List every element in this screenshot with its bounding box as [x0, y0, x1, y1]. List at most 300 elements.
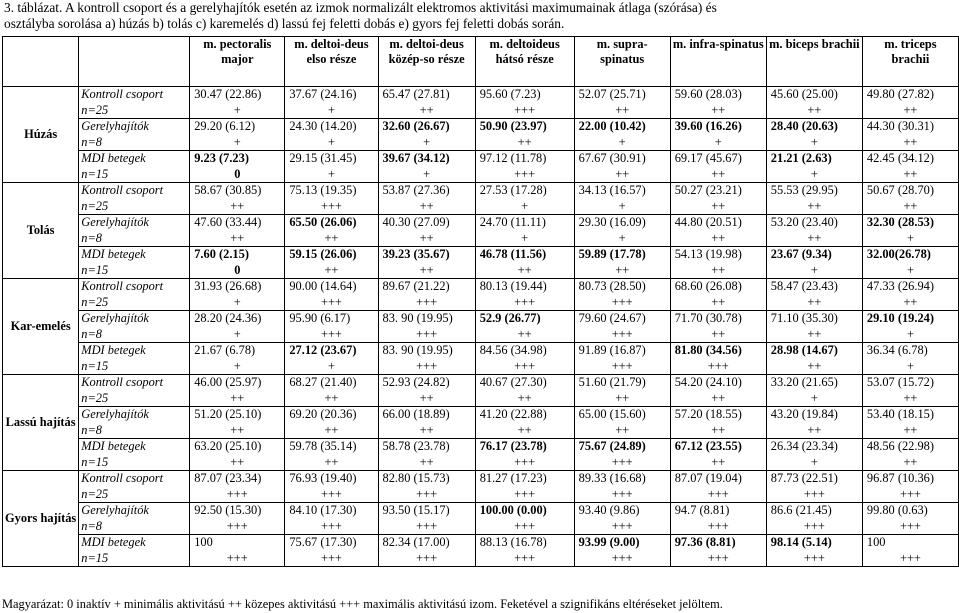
activity-class-cell: +++ [190, 519, 285, 535]
table-row [3, 135, 959, 151]
table-row [3, 439, 959, 455]
activity-class-cell: +++ [862, 551, 958, 567]
movement-label: Húzás [3, 87, 79, 183]
activity-class-cell: ++ [378, 199, 475, 215]
value-cell: 100.00 (0.00) [475, 503, 574, 519]
group-label: MDI betegek [79, 439, 190, 455]
activity-class-cell: +++ [475, 103, 574, 119]
value-cell: 40.30 (27.09) [378, 215, 475, 231]
activity-class-cell: +++ [670, 519, 766, 535]
value-cell: 50.27 (23.21) [670, 183, 766, 199]
value-cell: 27.12 (23.67) [285, 343, 378, 359]
activity-class-cell: ++ [190, 423, 285, 439]
value-cell: 58.67 (30.85) [190, 183, 285, 199]
activity-class-cell: +++ [574, 295, 670, 311]
value-cell: 76.93 (19.40) [285, 471, 378, 487]
value-cell: 37.67 (24.16) [285, 87, 378, 103]
group-label: Kontroll csoport [79, 471, 190, 487]
value-cell: 32.30 (28.53) [862, 215, 958, 231]
value-cell: 46.78 (11.56) [475, 247, 574, 263]
value-cell: 65.50 (26.06) [285, 215, 378, 231]
activity-class-cell: ++ [766, 199, 862, 215]
activity-class-cell: +++ [574, 327, 670, 343]
caption-line-1: 3. táblázat. A kontroll csoport és a gerelyhajítók esetén az izmok normalizált elektromos aktivitási maximumainak átlaga (szórása) és [4, 0, 717, 15]
table-row [3, 455, 959, 471]
table-row [3, 391, 959, 407]
header-infraspinatus: m. infra-spinatus [670, 37, 766, 87]
value-cell: 83. 90 (19.95) [378, 311, 475, 327]
activity-class-cell: + [190, 295, 285, 311]
value-cell: 75.13 (19.35) [285, 183, 378, 199]
activity-class-cell: ++ [475, 391, 574, 407]
table-row [3, 535, 959, 551]
value-cell: 71.10 (35.30) [766, 311, 862, 327]
activity-class-cell: ++ [862, 167, 958, 183]
value-cell: 97.36 (8.81) [670, 535, 766, 551]
activity-class-cell: +++ [475, 167, 574, 183]
activity-class-cell: +++ [285, 551, 378, 567]
activity-class-cell: ++ [670, 455, 766, 471]
header-row [3, 37, 959, 87]
activity-class-cell: +++ [574, 487, 670, 503]
group-n-label: n=15 [79, 263, 190, 279]
value-cell: 53.40 (18.15) [862, 407, 958, 423]
table-row [3, 359, 959, 375]
group-n-label: n=15 [79, 167, 190, 183]
group-n-label: n=25 [79, 199, 190, 215]
group-label: Kontroll csoport [79, 87, 190, 103]
group-label: MDI betegek [79, 535, 190, 551]
value-cell: 9.23 (7.23) [190, 151, 285, 167]
value-cell: 48.56 (22.98) [862, 439, 958, 455]
table-row [3, 215, 959, 231]
activity-class-cell: ++ [670, 199, 766, 215]
activity-class-cell: +++ [670, 551, 766, 567]
value-cell: 53.20 (23.40) [766, 215, 862, 231]
value-cell: 39.67 (34.12) [378, 151, 475, 167]
movement-label: Kar-emelés [3, 279, 79, 375]
activity-class-cell: ++ [285, 423, 378, 439]
table-row [3, 487, 959, 503]
table-row [3, 327, 959, 343]
activity-class-cell: ++ [285, 231, 378, 247]
value-cell: 93.50 (15.17) [378, 503, 475, 519]
value-cell: 93.40 (9.86) [574, 503, 670, 519]
activity-class-cell: ++ [670, 295, 766, 311]
value-cell: 39.60 (16.26) [670, 119, 766, 135]
group-n-label: n=15 [79, 359, 190, 375]
value-cell: 46.00 (25.97) [190, 375, 285, 391]
activity-class-cell: ++ [766, 103, 862, 119]
group-n-label: n=8 [79, 135, 190, 151]
activity-class-cell: ++ [862, 423, 958, 439]
caption-line-2: osztályba sorolása a) húzás b) tolás c) karemelés d) lassú fej feletti dobás e) gyors fej feletti dobás során. [4, 16, 565, 31]
value-cell: 68.60 (26.08) [670, 279, 766, 295]
value-cell: 27.53 (17.28) [475, 183, 574, 199]
value-cell: 80.13 (19.44) [475, 279, 574, 295]
activity-class-cell: +++ [766, 551, 862, 567]
activity-class-cell: ++ [574, 391, 670, 407]
activity-class-cell: +++ [285, 295, 378, 311]
activity-class-cell: ++ [378, 391, 475, 407]
value-cell: 97.12 (11.78) [475, 151, 574, 167]
value-cell: 31.93 (26.68) [190, 279, 285, 295]
value-cell: 83. 90 (19.95) [378, 343, 475, 359]
activity-class-cell: ++ [574, 103, 670, 119]
value-cell: 59.15 (26.06) [285, 247, 378, 263]
value-cell: 28.40 (20.63) [766, 119, 862, 135]
activity-class-cell: 0 [190, 167, 285, 183]
activity-class-cell: ++ [862, 103, 958, 119]
group-n-label: n=25 [79, 103, 190, 119]
value-cell: 82.80 (15.73) [378, 471, 475, 487]
activity-class-cell: ++ [670, 391, 766, 407]
activity-class-cell: + [285, 359, 378, 375]
header-deltoideus-elso: m. deltoi-deus elso része [285, 37, 378, 87]
activity-class-cell: +++ [378, 519, 475, 535]
activity-class-cell: + [378, 135, 475, 151]
activity-class-cell: +++ [574, 551, 670, 567]
activity-class-cell: +++ [862, 487, 958, 503]
value-cell: 44.80 (20.51) [670, 215, 766, 231]
header-blank-2 [79, 37, 190, 87]
value-cell: 29.30 (16.09) [574, 215, 670, 231]
activity-class-cell: ++ [862, 455, 958, 471]
activity-class-cell: +++ [378, 359, 475, 375]
table-row [3, 519, 959, 535]
activity-class-cell: ++ [670, 327, 766, 343]
value-cell: 51.60 (21.79) [574, 375, 670, 391]
value-cell: 47.33 (26.94) [862, 279, 958, 295]
table-row [3, 231, 959, 247]
activity-class-cell: + [190, 135, 285, 151]
activity-class-cell: + [766, 391, 862, 407]
group-label: Kontroll csoport [79, 375, 190, 391]
value-cell: 75.67 (24.89) [574, 439, 670, 455]
value-cell: 95.60 (7.23) [475, 87, 574, 103]
group-n-label: n=8 [79, 519, 190, 535]
activity-class-cell: +++ [190, 551, 285, 567]
value-cell: 94.7 (8.81) [670, 503, 766, 519]
activity-class-cell: ++ [378, 455, 475, 471]
activity-class-cell: ++ [190, 231, 285, 247]
activity-class-cell: + [862, 327, 958, 343]
header-blank-1 [3, 37, 79, 87]
value-cell: 41.20 (22.88) [475, 407, 574, 423]
value-cell: 87.07 (19.04) [670, 471, 766, 487]
activity-class-cell: +++ [475, 551, 574, 567]
value-cell: 57.20 (18.55) [670, 407, 766, 423]
value-cell: 44.30 (30.31) [862, 119, 958, 135]
activity-class-cell: +++ [766, 487, 862, 503]
value-cell: 100 [862, 535, 958, 551]
value-cell: 53.87 (27.36) [378, 183, 475, 199]
activity-class-cell: ++ [190, 391, 285, 407]
value-cell: 7.60 (2.15) [190, 247, 285, 263]
activity-class-cell: ++ [766, 359, 862, 375]
value-cell: 52.93 (24.82) [378, 375, 475, 391]
activity-class-cell: +++ [670, 359, 766, 375]
activity-class-cell: + [475, 231, 574, 247]
value-cell: 81.27 (17.23) [475, 471, 574, 487]
activity-class-cell: ++ [574, 423, 670, 439]
activity-class-cell: ++ [475, 135, 574, 151]
value-cell: 90.00 (14.64) [285, 279, 378, 295]
activity-class-cell: + [285, 103, 378, 119]
value-cell: 47.60 (33.44) [190, 215, 285, 231]
header-deltoideus-hatso: m. deltoideus hátsó része [475, 37, 574, 87]
header-triceps: m. triceps brachii [862, 37, 958, 87]
activity-class-cell: ++ [862, 391, 958, 407]
activity-class-cell: ++ [378, 103, 475, 119]
value-cell: 21.67 (6.78) [190, 343, 285, 359]
value-cell: 65.00 (15.60) [574, 407, 670, 423]
movement-label: Lassú hajítás [3, 375, 79, 471]
activity-class-cell: +++ [378, 487, 475, 503]
value-cell: 89.67 (21.22) [378, 279, 475, 295]
activity-class-cell: ++ [475, 263, 574, 279]
group-n-label: n=8 [79, 423, 190, 439]
movement-label: Gyors hajítás [3, 471, 79, 567]
activity-class-cell: ++ [378, 423, 475, 439]
value-cell: 29.15 (31.45) [285, 151, 378, 167]
activity-class-cell: +++ [766, 519, 862, 535]
value-cell: 29.20 (6.12) [190, 119, 285, 135]
value-cell: 24.70 (11.11) [475, 215, 574, 231]
activity-class-cell: + [285, 135, 378, 151]
table-row [3, 407, 959, 423]
value-cell: 59.60 (28.03) [670, 87, 766, 103]
value-cell: 51.20 (25.10) [190, 407, 285, 423]
activity-class-cell: +++ [475, 295, 574, 311]
group-label: Kontroll csoport [79, 279, 190, 295]
activity-class-cell: ++ [378, 231, 475, 247]
activity-class-cell: ++ [475, 423, 574, 439]
group-label: MDI betegek [79, 343, 190, 359]
value-cell: 22.00 (10.42) [574, 119, 670, 135]
activity-class-cell: + [574, 231, 670, 247]
activity-class-cell: +++ [190, 487, 285, 503]
value-cell: 84.10 (17.30) [285, 503, 378, 519]
table-row [3, 151, 959, 167]
value-cell: 82.34 (17.00) [378, 535, 475, 551]
activity-class-cell: ++ [766, 295, 862, 311]
value-cell: 66.00 (18.89) [378, 407, 475, 423]
table-row [3, 551, 959, 567]
value-cell: 58.47 (23.43) [766, 279, 862, 295]
activity-class-cell: + [190, 327, 285, 343]
activity-class-cell: ++ [670, 263, 766, 279]
table-row [3, 183, 959, 199]
header-supraspinatus: m. supra-spinatus [574, 37, 670, 87]
value-cell: 21.21 (2.63) [766, 151, 862, 167]
group-label: Gerelyhajítók [79, 311, 190, 327]
value-cell: 36.34 (6.78) [862, 343, 958, 359]
table-row [3, 503, 959, 519]
table-row [3, 279, 959, 295]
activity-class-cell: + [862, 263, 958, 279]
table-row [3, 471, 959, 487]
activity-class-cell: +++ [475, 455, 574, 471]
activity-class-cell: ++ [190, 455, 285, 471]
activity-class-cell: ++ [766, 327, 862, 343]
value-cell: 29.10 (19.24) [862, 311, 958, 327]
group-n-label: n=25 [79, 487, 190, 503]
table-row [3, 263, 959, 279]
value-cell: 100 [190, 535, 285, 551]
group-label: MDI betegek [79, 247, 190, 263]
value-cell: 39.23 (35.67) [378, 247, 475, 263]
activity-class-cell: ++ [378, 263, 475, 279]
table-body [3, 87, 959, 567]
value-cell: 88.13 (16.78) [475, 535, 574, 551]
activity-class-cell: ++ [574, 167, 670, 183]
activity-class-cell: + [862, 359, 958, 375]
group-label: Gerelyhajítók [79, 407, 190, 423]
value-cell: 32.60 (26.67) [378, 119, 475, 135]
value-cell: 95.90 (6.17) [285, 311, 378, 327]
activity-class-cell: + [190, 359, 285, 375]
value-cell: 96.87 (10.36) [862, 471, 958, 487]
activity-class-cell: +++ [475, 487, 574, 503]
table-row [3, 119, 959, 135]
value-cell: 67.67 (30.91) [574, 151, 670, 167]
activity-class-cell: +++ [285, 519, 378, 535]
header-deltoideus-kozep: m. deltoi-deus közép-so része [378, 37, 475, 87]
activity-class-cell: + [766, 263, 862, 279]
value-cell: 86.6 (21.45) [766, 503, 862, 519]
activity-class-cell: + [766, 455, 862, 471]
activity-class-cell: +++ [285, 327, 378, 343]
activity-class-cell: +++ [475, 519, 574, 535]
group-n-label: n=8 [79, 327, 190, 343]
value-cell: 52.9 (26.77) [475, 311, 574, 327]
value-cell: 40.67 (27.30) [475, 375, 574, 391]
value-cell: 26.34 (23.34) [766, 439, 862, 455]
activity-class-cell: +++ [574, 455, 670, 471]
value-cell: 87.07 (23.34) [190, 471, 285, 487]
value-cell: 63.20 (25.10) [190, 439, 285, 455]
activity-class-cell: +++ [574, 359, 670, 375]
activity-class-cell: ++ [285, 263, 378, 279]
value-cell: 45.60 (25.00) [766, 87, 862, 103]
value-cell: 65.47 (27.81) [378, 87, 475, 103]
table-row [3, 375, 959, 391]
value-cell: 52.07 (25.71) [574, 87, 670, 103]
value-cell: 87.73 (22.51) [766, 471, 862, 487]
value-cell: 34.13 (16.57) [574, 183, 670, 199]
value-cell: 91.89 (16.87) [574, 343, 670, 359]
activity-class-cell: ++ [766, 231, 862, 247]
value-cell: 79.60 (24.67) [574, 311, 670, 327]
value-cell: 43.20 (19.84) [766, 407, 862, 423]
table-row [3, 167, 959, 183]
activity-class-cell: 0 [190, 263, 285, 279]
activity-class-cell: + [190, 103, 285, 119]
value-cell: 99.80 (0.63) [862, 503, 958, 519]
value-cell: 23.67 (9.34) [766, 247, 862, 263]
table-row [3, 247, 959, 263]
activity-class-cell: + [574, 199, 670, 215]
activity-class-cell: ++ [670, 167, 766, 183]
activity-class-cell: ++ [475, 327, 574, 343]
table-caption [4, 0, 954, 32]
value-cell: 59.78 (35.14) [285, 439, 378, 455]
activity-class-cell: ++ [670, 231, 766, 247]
table-row [3, 295, 959, 311]
value-cell: 24.30 (14.20) [285, 119, 378, 135]
emg-table [2, 36, 959, 567]
group-label: Gerelyhajítók [79, 215, 190, 231]
value-cell: 53.07 (15.72) [862, 375, 958, 391]
table-row [3, 87, 959, 103]
activity-class-cell: ++ [670, 103, 766, 119]
value-cell: 54.13 (19.98) [670, 247, 766, 263]
movement-label: Tolás [3, 183, 79, 279]
value-cell: 28.98 (14.67) [766, 343, 862, 359]
activity-class-cell: +++ [285, 487, 378, 503]
header-biceps: m. biceps brachii [766, 37, 862, 87]
group-n-label: n=25 [79, 391, 190, 407]
activity-class-cell: +++ [378, 295, 475, 311]
activity-class-cell: +++ [378, 327, 475, 343]
activity-class-cell: + [670, 135, 766, 151]
activity-class-cell: ++ [862, 199, 958, 215]
value-cell: 50.67 (28.70) [862, 183, 958, 199]
value-cell: 71.70 (30.78) [670, 311, 766, 327]
value-cell: 80.73 (28.50) [574, 279, 670, 295]
activity-class-cell: +++ [475, 359, 574, 375]
activity-class-cell: ++ [574, 263, 670, 279]
activity-class-cell: + [862, 231, 958, 247]
activity-class-cell: +++ [574, 519, 670, 535]
table-row [3, 311, 959, 327]
legend-footer: Magyarázat: 0 inaktív + minimális aktivitású ++ közepes aktivitású +++ maximális aktivitású izom. Feketével a szignifikáns eltéréseket jelöltem. [2, 597, 723, 611]
activity-class-cell: +++ [378, 551, 475, 567]
value-cell: 89.33 (16.68) [574, 471, 670, 487]
value-cell: 84.56 (34.98) [475, 343, 574, 359]
activity-class-cell: ++ [862, 295, 958, 311]
value-cell: 49.80 (27.82) [862, 87, 958, 103]
value-cell: 30.47 (22.86) [190, 87, 285, 103]
value-cell: 42.45 (34.12) [862, 151, 958, 167]
activity-class-cell: + [475, 199, 574, 215]
value-cell: 58.78 (23.78) [378, 439, 475, 455]
value-cell: 33.20 (21.65) [766, 375, 862, 391]
value-cell: 28.20 (24.36) [190, 311, 285, 327]
group-label: Gerelyhajítók [79, 503, 190, 519]
activity-class-cell: ++ [285, 455, 378, 471]
activity-class-cell: ++ [285, 391, 378, 407]
activity-class-cell: ++ [190, 199, 285, 215]
group-label: Gerelyhajítók [79, 119, 190, 135]
value-cell: 32.00(26.78) [862, 247, 958, 263]
group-n-label: n=8 [79, 231, 190, 247]
group-n-label: n=15 [79, 455, 190, 471]
activity-class-cell: + [766, 167, 862, 183]
value-cell: 59.89 (17.78) [574, 247, 670, 263]
table-row [3, 423, 959, 439]
group-label: MDI betegek [79, 151, 190, 167]
value-cell: 75.67 (17.30) [285, 535, 378, 551]
activity-class-cell: + [285, 167, 378, 183]
value-cell: 69.20 (20.36) [285, 407, 378, 423]
activity-class-cell: + [766, 135, 862, 151]
value-cell: 76.17 (23.78) [475, 439, 574, 455]
value-cell: 98.14 (5.14) [766, 535, 862, 551]
value-cell: 92.50 (15.30) [190, 503, 285, 519]
group-label: Kontroll csoport [79, 183, 190, 199]
